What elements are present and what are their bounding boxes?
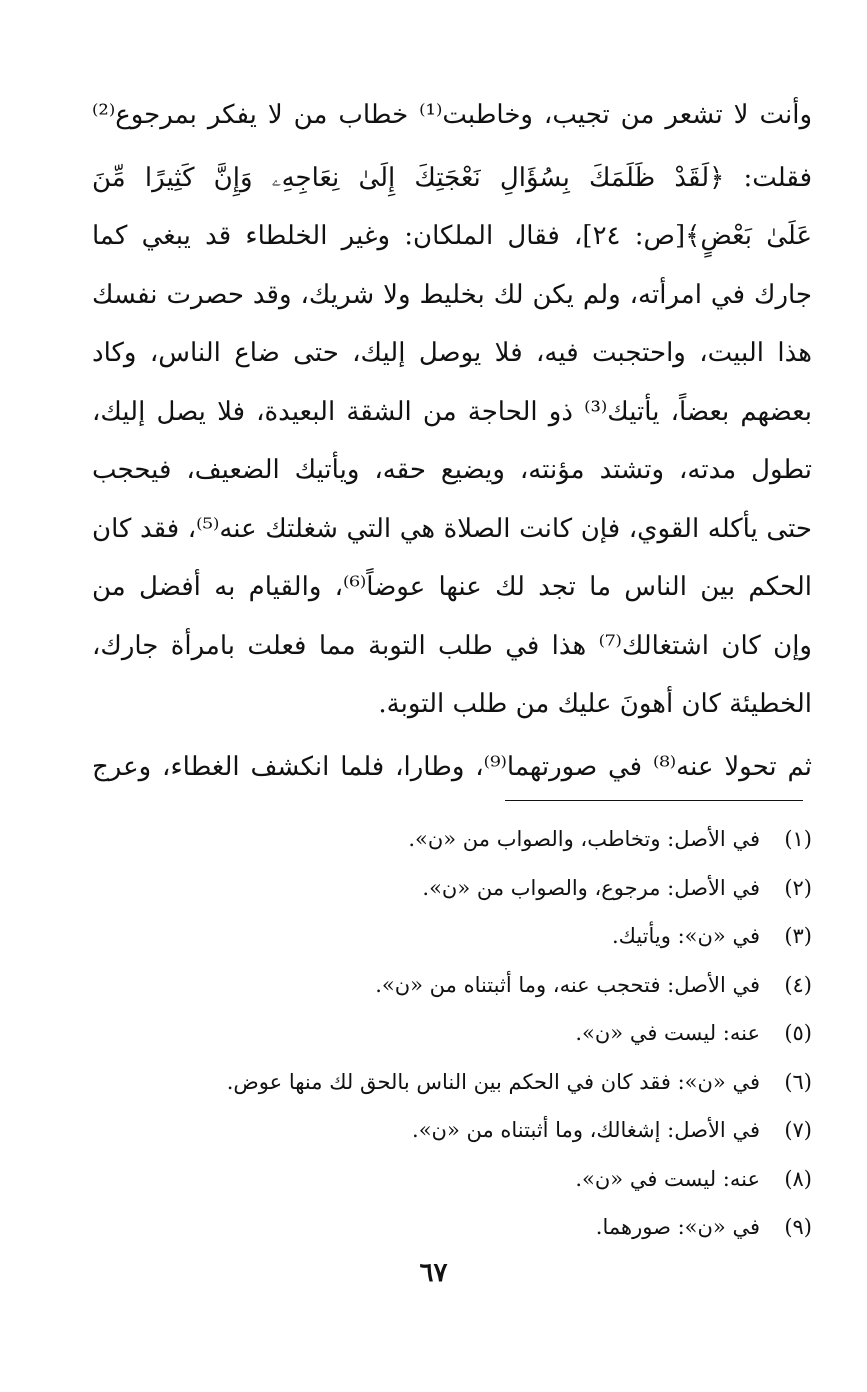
footnote	[200, 1155, 812, 1204]
footnote	[200, 1106, 812, 1155]
footnote	[200, 961, 812, 1010]
text-line: بعضهم بعضاً، يأتيك⁽³⁾ ذو الحاجة من الشقة البعيدة، فلا يصل إليك،	[92, 396, 812, 427]
text-line: تطول مدته، وتشتد مؤنته، ويضيع حقه، ويأتيك الضعيف، فيحجب	[92, 455, 812, 485]
footnote-number: (٦)	[784, 1069, 812, 1094]
footnote-text: في الأصل: إشغالك، وما أثبتناه من «ن».	[412, 1118, 760, 1142]
text-line: هذا البيت، واحتجبت فيه، فلا يوصل إليك، حتى ضاع الناس، وكاد	[92, 338, 812, 368]
footnotes	[200, 815, 812, 1252]
text-line: جارك في امرأته، ولم يكن لك بخليط ولا شريك، وقد حصرت نفسك	[92, 279, 812, 310]
footnote-number: (٩)	[784, 1215, 812, 1239]
footnote	[200, 1058, 812, 1107]
footnote-text: عنه: ليست في «ن».	[575, 1166, 760, 1191]
footnote-number: (١)	[784, 827, 812, 851]
text-line: الحكم بين الناس ما تجد لك عنها عوضاً⁽⁶⁾، والقيام به أفضل من	[92, 572, 812, 602]
footnote	[200, 864, 812, 913]
footnote-number: (٧)	[784, 1118, 812, 1142]
page-number: ٦٧	[419, 1258, 448, 1288]
footnote-number: (٥)	[784, 1021, 812, 1045]
text-line: وإن كان اشتغالك⁽⁷⁾ هذا في طلب التوبة مما فعلت بامرأة جارك،	[92, 630, 812, 661]
footnote-text: في الأصل: مرجوع، والصواب من «ن».	[422, 875, 760, 900]
footnote-number: (٢)	[784, 875, 812, 900]
footnote-number: (٨)	[784, 1166, 812, 1191]
footnote-text: في الأصل: وتخاطب، والصواب من «ن».	[408, 827, 760, 851]
footnote	[200, 912, 812, 961]
footnote-number: (٤)	[784, 972, 812, 997]
footnote-text: في الأصل: فتحجب عنه، وما أثبتناه من «ن».	[375, 972, 760, 997]
footnote-number: (٣)	[784, 924, 812, 948]
footnote	[200, 1009, 812, 1058]
text-line: الخطيئة كان أهونَ عليك من طلب التوبة.	[378, 689, 812, 719]
footnote-text: في «ن»: فقد كان في الحكم بين الناس بالحق لك منها عوض.	[226, 1069, 760, 1094]
footnote	[200, 1203, 812, 1252]
main-text	[92, 86, 812, 796]
text-line: فقلت: ﴿لَقَدْ ظَلَمَكَ بِسُؤَالِ نَعْجَتِكَ إِلَىٰ نِعَاجِهِۦ وَإِنَّ كَثِيرًا مِّنَ	[92, 162, 812, 193]
footnote-text: في «ن»: ويأتيك.	[611, 924, 760, 948]
text-line: وأنت لا تشعر من تجيب، وخاطبت⁽¹⁾ خطاب من لا يفكر بمرجوع⁽²⁾	[92, 100, 812, 130]
footnote-separator	[505, 800, 803, 801]
text-line: حتى يأكله القوي، فإن كانت الصلاة هي التي شغلتك عنه⁽⁵⁾، فقد كان	[92, 513, 812, 544]
text-line: ثم تحولا عنه⁽⁸⁾ في صورتهما⁽⁹⁾، وطارا، فلما انكشف الغطاء، وعرج	[92, 751, 812, 782]
footnote	[200, 815, 812, 864]
footnote-text: في «ن»: صورهما.	[595, 1215, 760, 1239]
footnote-text: عنه: ليست في «ن».	[575, 1021, 760, 1045]
text-line: عَلَىٰ بَعْضٍ﴾[ص: ٢٤]، فقال الملكان: وغير الخلطاء قد يبغي كما	[92, 221, 812, 251]
